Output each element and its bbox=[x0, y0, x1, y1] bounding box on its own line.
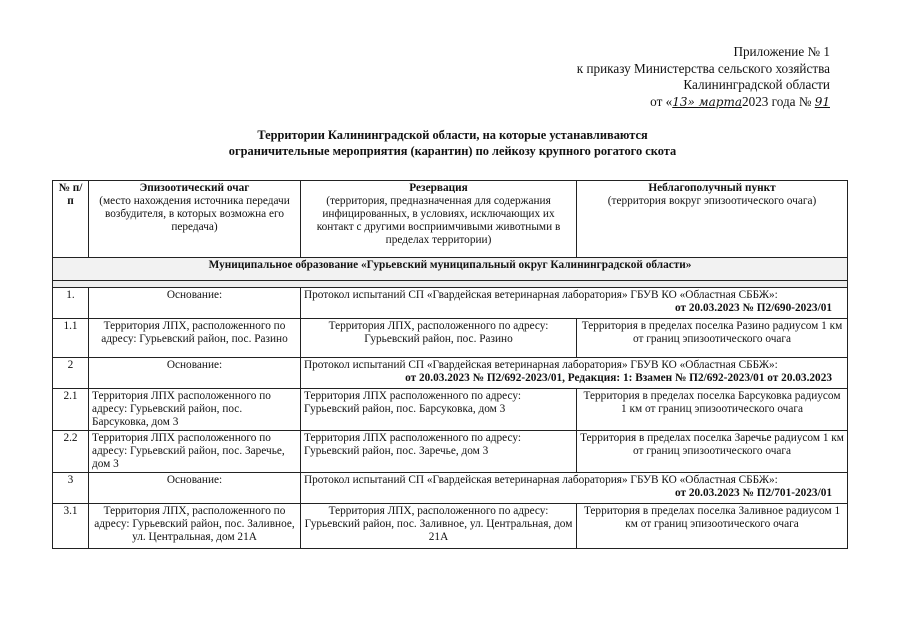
appendix-header bbox=[577, 44, 830, 110]
protocol-cell bbox=[301, 358, 848, 389]
header-reservation-desc: (территория, предназначенная для содержания инфицированных, в условиях, исключающих их контакт с другими восприимчивыми животными в пределах территории) bbox=[316, 195, 561, 246]
protocol-text: Протокол испытаний СП «Гвардейская ветеринарная лаборатория» ГБУВ КО «Областная СББЖ»: bbox=[304, 289, 778, 301]
header-reservation bbox=[301, 181, 577, 258]
appendix-title: Приложение № 1 bbox=[733, 44, 830, 59]
header-unfavorable-title: Неблагополучный пункт bbox=[648, 182, 776, 194]
focus-cell: Территория ЛПХ расположенного по адресу: Гурьевский район, пос. Заречье, дом 3 bbox=[89, 431, 301, 473]
date-year: 2023 года № bbox=[742, 93, 812, 109]
protocol-reference: от 20.03.2023 № П2/690-2023/01 bbox=[674, 302, 833, 314]
municipality-row bbox=[53, 258, 848, 281]
table-row bbox=[53, 389, 848, 431]
row-number: 3.1 bbox=[53, 504, 89, 549]
table-row bbox=[53, 504, 848, 549]
group-number: 3 bbox=[53, 473, 89, 504]
protocol-cell bbox=[301, 473, 848, 504]
spacer-row bbox=[53, 281, 848, 288]
protocol-cell bbox=[301, 288, 848, 319]
row-number: 2.2 bbox=[53, 431, 89, 473]
focus-cell: Территория ЛПХ расположенного по адресу: Гурьевский район, пос. Барсуковка, дом 3 bbox=[89, 389, 301, 431]
unfavorable-cell: Территория в пределах поселка Разино радиусом 1 км от границ эпизоотического очага bbox=[577, 319, 848, 358]
header-num: № п/п bbox=[53, 181, 89, 258]
protocol-text: Протокол испытаний СП «Гвардейская ветеринарная лаборатория» ГБУВ КО «Областная СББЖ»: bbox=[304, 359, 778, 371]
protocol-text: Протокол испытаний СП «Гвардейская ветеринарная лаборатория» ГБУВ КО «Областная СББЖ»: bbox=[304, 474, 778, 486]
municipality-name: Муниципальное образование «Гурьевский муниципальный округ Калининградской области» bbox=[53, 258, 848, 281]
document-title bbox=[0, 127, 905, 159]
basis-row bbox=[53, 473, 848, 504]
unfavorable-cell: Территория в пределах поселка Заливное радиусом 1 км от границ эпизоотического очага bbox=[577, 504, 848, 549]
table-row bbox=[53, 431, 848, 473]
protocol-reference: от 20.03.2023 № П2/701-2023/01 bbox=[674, 487, 833, 499]
group-number: 2 bbox=[53, 358, 89, 389]
unfavorable-cell: Территория в пределах поселка Барсуковка радиусом 1 км от границ эпизоотического очага bbox=[577, 389, 848, 431]
basis-row bbox=[53, 358, 848, 389]
header-focus-title: Эпизоотический очаг bbox=[139, 182, 250, 194]
header-reservation-title: Резервация bbox=[409, 182, 468, 194]
basis-label: Основание: bbox=[89, 358, 301, 389]
handwritten-date: 13» марта bbox=[672, 94, 742, 109]
handwritten-number: 91 bbox=[814, 94, 830, 109]
header-focus-desc: (место нахождения источника передачи возбудителя, в которых возможна его передача) bbox=[99, 195, 290, 233]
appendix-date-line bbox=[577, 94, 830, 111]
basis-label: Основание: bbox=[89, 288, 301, 319]
table-header-row bbox=[53, 181, 848, 258]
appendix-order-line: к приказу Министерства сельского хозяйства bbox=[576, 60, 830, 76]
title-line-2: ограничительные мероприятия (карантин) по лейкозу крупного рогатого скота bbox=[228, 144, 677, 158]
row-number: 2.1 bbox=[53, 389, 89, 431]
quarantine-table bbox=[52, 180, 848, 549]
protocol-reference: от 20.03.2023 № П2/692-2023/01, Редакция: 1: Взамен № П2/692-2023/01 от 20.03.2023 bbox=[405, 372, 833, 384]
focus-cell: Территория ЛПХ, расположенного по адресу: Гурьевский район, пос. Разино bbox=[89, 319, 301, 358]
reservation-cell: Территория ЛПХ, расположенного по адресу: Гурьевский район, пос. Заливное, ул. Центральная, дом 21А bbox=[301, 504, 577, 549]
group-number: 1. bbox=[53, 288, 89, 319]
row-number: 1.1 bbox=[53, 319, 89, 358]
header-focus bbox=[89, 181, 301, 258]
reservation-cell: Территория ЛПХ расположенного по адресу: Гурьевский район, пос. Заречье, дом 3 bbox=[301, 431, 577, 473]
table-row bbox=[53, 319, 848, 358]
reservation-cell: Территория ЛПХ, расположенного по адресу: Гурьевский район, пос. Разино bbox=[301, 319, 577, 358]
basis-row bbox=[53, 288, 848, 319]
focus-cell: Территория ЛПХ, расположенного по адресу: Гурьевский район, пос. Заливное, ул. Центральная, дом 21А bbox=[89, 504, 301, 549]
basis-label: Основание: bbox=[89, 473, 301, 504]
unfavorable-cell: Территория в пределах поселка Заречье радиусом 1 км от границ эпизоотического очага bbox=[577, 431, 848, 473]
reservation-cell: Территория ЛПХ расположенного по адресу: Гурьевский район, пос. Барсуковка, дом 3 bbox=[301, 389, 577, 431]
appendix-region-line: Калининградской области bbox=[683, 77, 830, 92]
header-unfavorable-desc: (территория вокруг эпизоотического очага) bbox=[607, 195, 817, 207]
date-prefix: от « bbox=[650, 93, 673, 109]
title-line-1: Территории Калининградской области, на которые устанавливаются bbox=[257, 128, 648, 142]
header-unfavorable bbox=[577, 181, 848, 258]
